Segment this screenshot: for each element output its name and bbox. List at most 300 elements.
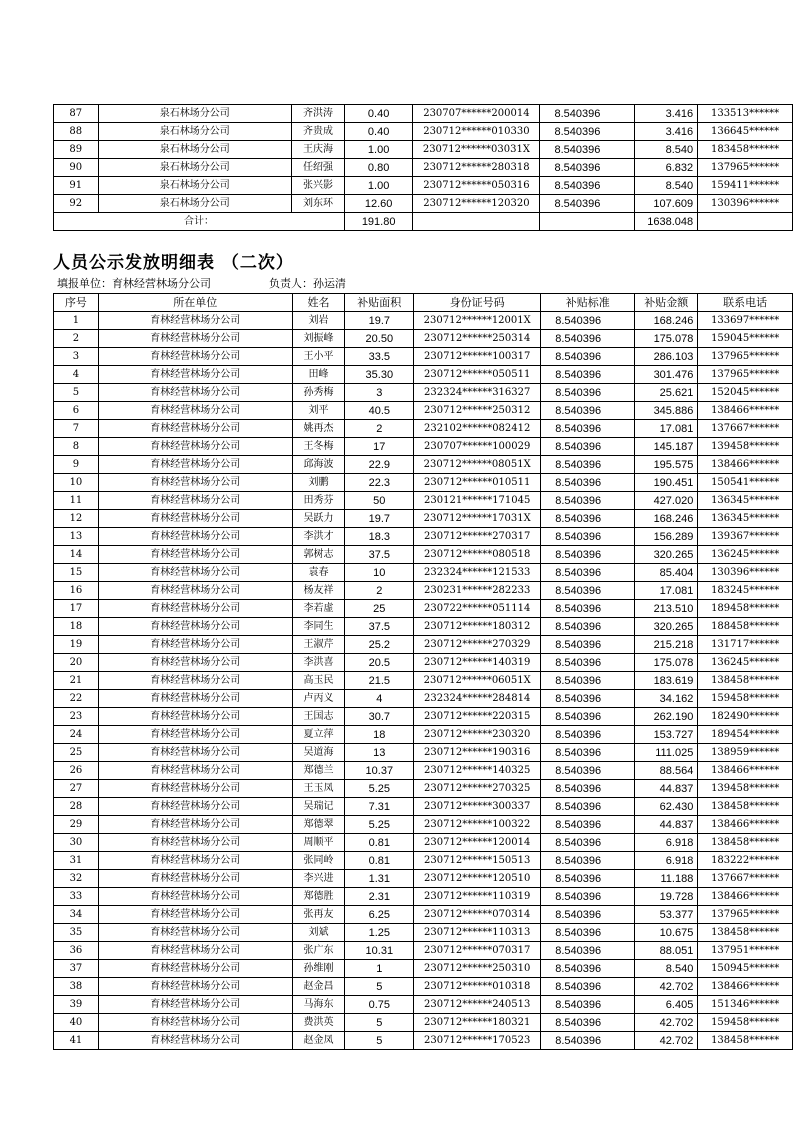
cell-unit: 育林经营林场分公司 [98, 492, 292, 510]
cell-area: 33.5 [345, 348, 414, 366]
cell-name: 郑德胜 [292, 888, 345, 906]
cell-name: 夏立萍 [292, 726, 345, 744]
cell-std: 8.540396 [541, 852, 635, 870]
cell-name: 李同生 [292, 618, 345, 636]
cell-unit: 育林经营林场分公司 [98, 798, 292, 816]
cell-id: 230712******100322 [414, 816, 541, 834]
cell-id: 230712******120320 [413, 195, 540, 213]
cell-no: 92 [54, 195, 99, 213]
cell-no: 15 [54, 564, 99, 582]
cell-std: 8.540396 [541, 528, 635, 546]
total-area: 191.80 [344, 213, 412, 231]
cell-tel: 159458****** [698, 1014, 793, 1032]
table-row [54, 330, 793, 348]
cell-name: 张兴影 [291, 177, 344, 195]
cell-std: 8.540396 [540, 177, 634, 195]
filler-unit-label: 填报单位：育林经营林场分公司 [57, 277, 211, 290]
cell-unit: 育林经营林场分公司 [98, 654, 292, 672]
table-row [54, 762, 793, 780]
table-row [54, 177, 793, 195]
cell-area: 1.31 [345, 870, 414, 888]
cell-area: 4 [345, 690, 414, 708]
cell-std: 8.540396 [541, 996, 635, 1014]
header-area: 补贴面积 [345, 294, 414, 312]
cell-tel: 137951****** [698, 942, 793, 960]
cell-unit: 育林经营林场分公司 [98, 906, 292, 924]
table-row [54, 420, 793, 438]
cell-unit: 育林经营林场分公司 [98, 330, 292, 348]
header-id: 身份证号码 [414, 294, 541, 312]
cell-id: 232102******082412 [414, 420, 541, 438]
cell-area: 5 [345, 978, 414, 996]
cell-amount: 8.540 [634, 141, 697, 159]
cell-unit: 泉石林场分公司 [98, 123, 291, 141]
cell-tel: 133513****** [698, 105, 793, 123]
table-row [54, 780, 793, 798]
cell-area: 10.37 [345, 762, 414, 780]
cell-amount: 10.675 [635, 924, 698, 942]
cell-id: 230712******03031X [413, 141, 540, 159]
cell-name: 刘振峰 [292, 330, 345, 348]
cell-id: 230712******300337 [414, 798, 541, 816]
cell-std: 8.540396 [541, 546, 635, 564]
cell-unit: 育林经营林场分公司 [98, 456, 292, 474]
cell-no: 5 [54, 384, 99, 402]
cell-std: 8.540396 [541, 402, 635, 420]
cell-id: 230712******070317 [414, 942, 541, 960]
cell-area: 2.31 [345, 888, 414, 906]
cell-unit: 泉石林场分公司 [98, 159, 291, 177]
cell-tel: 138959****** [698, 744, 793, 762]
cell-area: 40.5 [345, 402, 414, 420]
cell-name: 郑德兰 [292, 762, 345, 780]
cell-std: 8.540396 [541, 348, 635, 366]
cell-area: 1.00 [344, 141, 412, 159]
cell-unit: 育林经营林场分公司 [98, 762, 292, 780]
cell-unit: 育林经营林场分公司 [98, 834, 292, 852]
cell-id: 230712******230320 [414, 726, 541, 744]
cell-amount: 25.621 [635, 384, 698, 402]
total-label: 合计： [54, 213, 345, 231]
cell-amount: 53.377 [635, 906, 698, 924]
cell-amount: 190.451 [635, 474, 698, 492]
table-row [54, 942, 793, 960]
cell-amount: 8.540 [634, 177, 697, 195]
table-row [54, 1032, 793, 1050]
cell-no: 89 [54, 141, 99, 159]
cell-tel: 150541****** [698, 474, 793, 492]
cell-unit: 育林经营林场分公司 [98, 690, 292, 708]
cell-std: 8.540396 [540, 105, 634, 123]
cell-name: 孙维刚 [292, 960, 345, 978]
cell-tel: 151346****** [698, 996, 793, 1014]
cell-amount: 11.188 [635, 870, 698, 888]
cell-amount: 17.081 [635, 582, 698, 600]
cell-tel: 138458****** [698, 924, 793, 942]
cell-id: 230712******250312 [414, 402, 541, 420]
cell-no: 29 [54, 816, 99, 834]
cell-no: 23 [54, 708, 99, 726]
cell-unit: 育林经营林场分公司 [98, 1032, 292, 1050]
cell-id: 230712******120014 [414, 834, 541, 852]
cell-area: 22.3 [345, 474, 414, 492]
cell-no: 10 [54, 474, 99, 492]
cell-no: 90 [54, 159, 99, 177]
table-row [54, 906, 793, 924]
cell-no: 12 [54, 510, 99, 528]
header-amount: 补贴金额 [635, 294, 698, 312]
table-row [54, 438, 793, 456]
cell-unit: 育林经营林场分公司 [98, 582, 292, 600]
cell-tel: 138466****** [698, 816, 793, 834]
cell-no: 9 [54, 456, 99, 474]
cell-tel: 138466****** [698, 456, 793, 474]
cell-no: 36 [54, 942, 99, 960]
cell-tel: 183245****** [698, 582, 793, 600]
cell-id: 230707******200014 [413, 105, 540, 123]
cell-amount: 6.405 [635, 996, 698, 1014]
cell-std: 8.540396 [540, 141, 634, 159]
cell-tel: 137667****** [698, 870, 793, 888]
cell-name: 田秀芬 [292, 492, 345, 510]
cell-unit: 育林经营林场分公司 [98, 438, 292, 456]
cell-id: 232324******316327 [414, 384, 541, 402]
cell-name: 周顺平 [292, 834, 345, 852]
cell-name: 任绍强 [291, 159, 344, 177]
cell-id: 230712******070314 [414, 906, 541, 924]
cell-id: 232324******284814 [414, 690, 541, 708]
cell-tel: 150945****** [698, 960, 793, 978]
cell-std: 8.540396 [541, 834, 635, 852]
cell-name: 赵金昌 [292, 978, 345, 996]
cell-id: 230712******270325 [414, 780, 541, 798]
cell-tel: 182490****** [698, 708, 793, 726]
header-tel: 联系电话 [698, 294, 793, 312]
cell-amount: 88.564 [635, 762, 698, 780]
cell-amount: 42.702 [635, 978, 698, 996]
cell-name: 刘平 [292, 402, 345, 420]
cell-name: 李兴进 [292, 870, 345, 888]
cell-amount: 88.051 [635, 942, 698, 960]
cell-name: 费洪英 [292, 1014, 345, 1032]
cell-std: 8.540396 [541, 438, 635, 456]
total-row [54, 213, 793, 231]
cell-tel: 159458****** [698, 690, 793, 708]
cell-tel: 131717****** [698, 636, 793, 654]
cell-area: 6.25 [345, 906, 414, 924]
cell-amount: 183.619 [635, 672, 698, 690]
cell-area: 20.5 [345, 654, 414, 672]
cell-amount: 17.081 [635, 420, 698, 438]
cell-no: 6 [54, 402, 99, 420]
cell-id: 230712******270317 [414, 528, 541, 546]
cell-id: 230712******010318 [414, 978, 541, 996]
cell-area: 0.80 [344, 159, 412, 177]
cell-unit: 育林经营林场分公司 [98, 636, 292, 654]
cell-area: 1 [345, 960, 414, 978]
cell-no: 25 [54, 744, 99, 762]
cell-unit: 育林经营林场分公司 [98, 420, 292, 438]
cell-id: 230712******240513 [414, 996, 541, 1014]
cell-area: 25.2 [345, 636, 414, 654]
cell-area: 5 [345, 1014, 414, 1032]
cell-area: 1.00 [344, 177, 412, 195]
table-row [54, 618, 793, 636]
cell-area: 13 [345, 744, 414, 762]
cell-amount: 427.020 [635, 492, 698, 510]
cell-id: 230722******051114 [414, 600, 541, 618]
cell-id: 230712******010511 [414, 474, 541, 492]
header-name: 姓名 [292, 294, 345, 312]
cell-no: 33 [54, 888, 99, 906]
cell-tel: 137965****** [698, 159, 793, 177]
cell-id: 230712******180312 [414, 618, 541, 636]
cell-unit: 育林经营林场分公司 [98, 366, 292, 384]
cell-std: 8.540396 [541, 888, 635, 906]
cell-std: 8.540396 [541, 870, 635, 888]
cell-name: 王冬梅 [292, 438, 345, 456]
table-row [54, 690, 793, 708]
total-amount: 1638.048 [634, 213, 697, 231]
cell-amount: 107.609 [634, 195, 697, 213]
empty-cell [698, 213, 793, 231]
cell-area: 10.31 [345, 942, 414, 960]
cell-id: 230712******06051X [414, 672, 541, 690]
cell-no: 2 [54, 330, 99, 348]
cell-std: 8.540396 [541, 816, 635, 834]
cell-amount: 320.265 [635, 618, 698, 636]
table-row [54, 852, 793, 870]
cell-unit: 育林经营林场分公司 [98, 1014, 292, 1032]
table-row [54, 582, 793, 600]
cell-no: 27 [54, 780, 99, 798]
cell-tel: 138458****** [698, 798, 793, 816]
table-row [54, 348, 793, 366]
table-row [54, 510, 793, 528]
cell-no: 22 [54, 690, 99, 708]
cell-unit: 育林经营林场分公司 [98, 870, 292, 888]
cell-name: 吴跃力 [292, 510, 345, 528]
cell-area: 10 [345, 564, 414, 582]
cell-no: 91 [54, 177, 99, 195]
cell-amount: 42.702 [635, 1032, 698, 1050]
cell-amount: 168.246 [635, 312, 698, 330]
cell-area: 0.75 [345, 996, 414, 1014]
cell-tel: 136245****** [698, 546, 793, 564]
cell-name: 李洪才 [292, 528, 345, 546]
cell-amount: 8.540 [635, 960, 698, 978]
cell-std: 8.540396 [541, 654, 635, 672]
cell-std: 8.540396 [541, 492, 635, 510]
cell-std: 8.540396 [541, 600, 635, 618]
cell-std: 8.540396 [541, 1014, 635, 1032]
cell-amount: 286.103 [635, 348, 698, 366]
cell-std: 8.540396 [541, 978, 635, 996]
cell-amount: 111.025 [635, 744, 698, 762]
cell-std: 8.540396 [540, 195, 634, 213]
cell-area: 25 [345, 600, 414, 618]
cell-id: 230707******100029 [414, 438, 541, 456]
cell-tel: 137965****** [698, 906, 793, 924]
cell-amount: 6.918 [635, 852, 698, 870]
cell-unit: 育林经营林场分公司 [98, 348, 292, 366]
cell-std: 8.540396 [541, 744, 635, 762]
cell-amount: 175.078 [635, 654, 698, 672]
cell-area: 18.3 [345, 528, 414, 546]
cell-name: 李若虚 [292, 600, 345, 618]
cell-no: 31 [54, 852, 99, 870]
table-row [54, 1014, 793, 1032]
cell-unit: 泉石林场分公司 [98, 195, 291, 213]
cell-unit: 育林经营林场分公司 [98, 780, 292, 798]
cell-std: 8.540396 [541, 780, 635, 798]
cell-unit: 育林经营林场分公司 [98, 474, 292, 492]
cell-std: 8.540396 [541, 510, 635, 528]
cell-area: 21.5 [345, 672, 414, 690]
cell-amount: 320.265 [635, 546, 698, 564]
table-row [54, 636, 793, 654]
cell-tel: 137965****** [698, 348, 793, 366]
cell-tel: 138458****** [698, 834, 793, 852]
cell-area: 12.60 [344, 195, 412, 213]
cell-amount: 153.727 [635, 726, 698, 744]
table-row [54, 888, 793, 906]
table-row [54, 384, 793, 402]
cell-tel: 137965****** [698, 366, 793, 384]
cell-id: 230712******080518 [414, 546, 541, 564]
cell-id: 230712******110319 [414, 888, 541, 906]
cell-tel: 189458****** [698, 600, 793, 618]
cell-std: 8.540396 [540, 123, 634, 141]
cell-amount: 215.218 [635, 636, 698, 654]
cell-area: 2 [345, 420, 414, 438]
cell-name: 张再友 [292, 906, 345, 924]
continued-table [53, 104, 793, 231]
cell-no: 40 [54, 1014, 99, 1032]
cell-no: 39 [54, 996, 99, 1014]
cell-std: 8.540396 [541, 618, 635, 636]
cell-no: 8 [54, 438, 99, 456]
cell-amount: 3.416 [634, 123, 697, 141]
table-row [54, 402, 793, 420]
leader-label: 负责人：孙运清 [269, 277, 346, 290]
cell-amount: 42.702 [635, 1014, 698, 1032]
empty-cell [540, 213, 634, 231]
cell-id: 230712******100317 [414, 348, 541, 366]
cell-id: 230712******140325 [414, 762, 541, 780]
cell-tel: 137667****** [698, 420, 793, 438]
cell-no: 7 [54, 420, 99, 438]
cell-unit: 育林经营林场分公司 [98, 744, 292, 762]
cell-no: 34 [54, 906, 99, 924]
cell-no: 13 [54, 528, 99, 546]
cell-no: 35 [54, 924, 99, 942]
cell-name: 田峰 [292, 366, 345, 384]
cell-unit: 育林经营林场分公司 [98, 888, 292, 906]
cell-id: 230712******270329 [414, 636, 541, 654]
cell-name: 姚再杰 [292, 420, 345, 438]
cell-std: 8.540396 [541, 564, 635, 582]
cell-tel: 136345****** [698, 510, 793, 528]
table-row [54, 960, 793, 978]
table-row [54, 105, 793, 123]
cell-no: 20 [54, 654, 99, 672]
cell-std: 8.540396 [541, 924, 635, 942]
cell-area: 37.5 [345, 618, 414, 636]
cell-id: 230712******12001X [414, 312, 541, 330]
cell-unit: 泉石林场分公司 [98, 141, 291, 159]
cell-unit: 育林经营林场分公司 [98, 564, 292, 582]
cell-area: 1.25 [345, 924, 414, 942]
cell-tel: 139458****** [698, 780, 793, 798]
table-row [54, 312, 793, 330]
cell-id: 230712******250310 [414, 960, 541, 978]
cell-unit: 泉石林场分公司 [98, 177, 291, 195]
cell-amount: 62.430 [635, 798, 698, 816]
table-row [54, 546, 793, 564]
cell-amount: 175.078 [635, 330, 698, 348]
cell-name: 王淑芹 [292, 636, 345, 654]
cell-unit: 泉石林场分公司 [98, 105, 291, 123]
cell-area: 2 [345, 582, 414, 600]
cell-no: 14 [54, 546, 99, 564]
cell-area: 5.25 [345, 780, 414, 798]
cell-unit: 育林经营林场分公司 [98, 672, 292, 690]
cell-no: 41 [54, 1032, 99, 1050]
cell-area: 19.7 [345, 312, 414, 330]
cell-amount: 19.728 [635, 888, 698, 906]
cell-unit: 育林经营林场分公司 [98, 996, 292, 1014]
cell-no: 4 [54, 366, 99, 384]
table-row [54, 924, 793, 942]
cell-name: 李洪喜 [292, 654, 345, 672]
cell-area: 0.40 [344, 105, 412, 123]
cell-name: 刘东环 [291, 195, 344, 213]
cell-id: 230712******17031X [414, 510, 541, 528]
empty-cell [413, 213, 540, 231]
cell-area: 37.5 [345, 546, 414, 564]
cell-name: 王国志 [292, 708, 345, 726]
cell-std: 8.540396 [541, 312, 635, 330]
table-row [54, 492, 793, 510]
cell-area: 22.9 [345, 456, 414, 474]
cell-unit: 育林经营林场分公司 [98, 528, 292, 546]
cell-std: 8.540396 [541, 942, 635, 960]
cell-tel: 138466****** [698, 888, 793, 906]
cell-area: 0.81 [345, 834, 414, 852]
cell-name: 吴瑞记 [292, 798, 345, 816]
cell-id: 230121******171045 [414, 492, 541, 510]
cell-area: 20.50 [345, 330, 414, 348]
cell-tel: 133697****** [698, 312, 793, 330]
table-row [54, 564, 793, 582]
cell-unit: 育林经营林场分公司 [98, 852, 292, 870]
table-row [54, 528, 793, 546]
header-std: 补贴标准 [541, 294, 635, 312]
cell-tel: 138458****** [698, 672, 793, 690]
cell-area: 5.25 [345, 816, 414, 834]
cell-tel: 189454****** [698, 726, 793, 744]
cell-id: 232324******121533 [414, 564, 541, 582]
cell-id: 230712******190316 [414, 744, 541, 762]
cell-std: 8.540396 [541, 960, 635, 978]
cell-id: 230712******150513 [414, 852, 541, 870]
cell-std: 8.540396 [541, 330, 635, 348]
cell-name: 孙秀梅 [292, 384, 345, 402]
cell-amount: 6.918 [635, 834, 698, 852]
cell-std: 8.540396 [541, 726, 635, 744]
cell-name: 赵金凤 [292, 1032, 345, 1050]
